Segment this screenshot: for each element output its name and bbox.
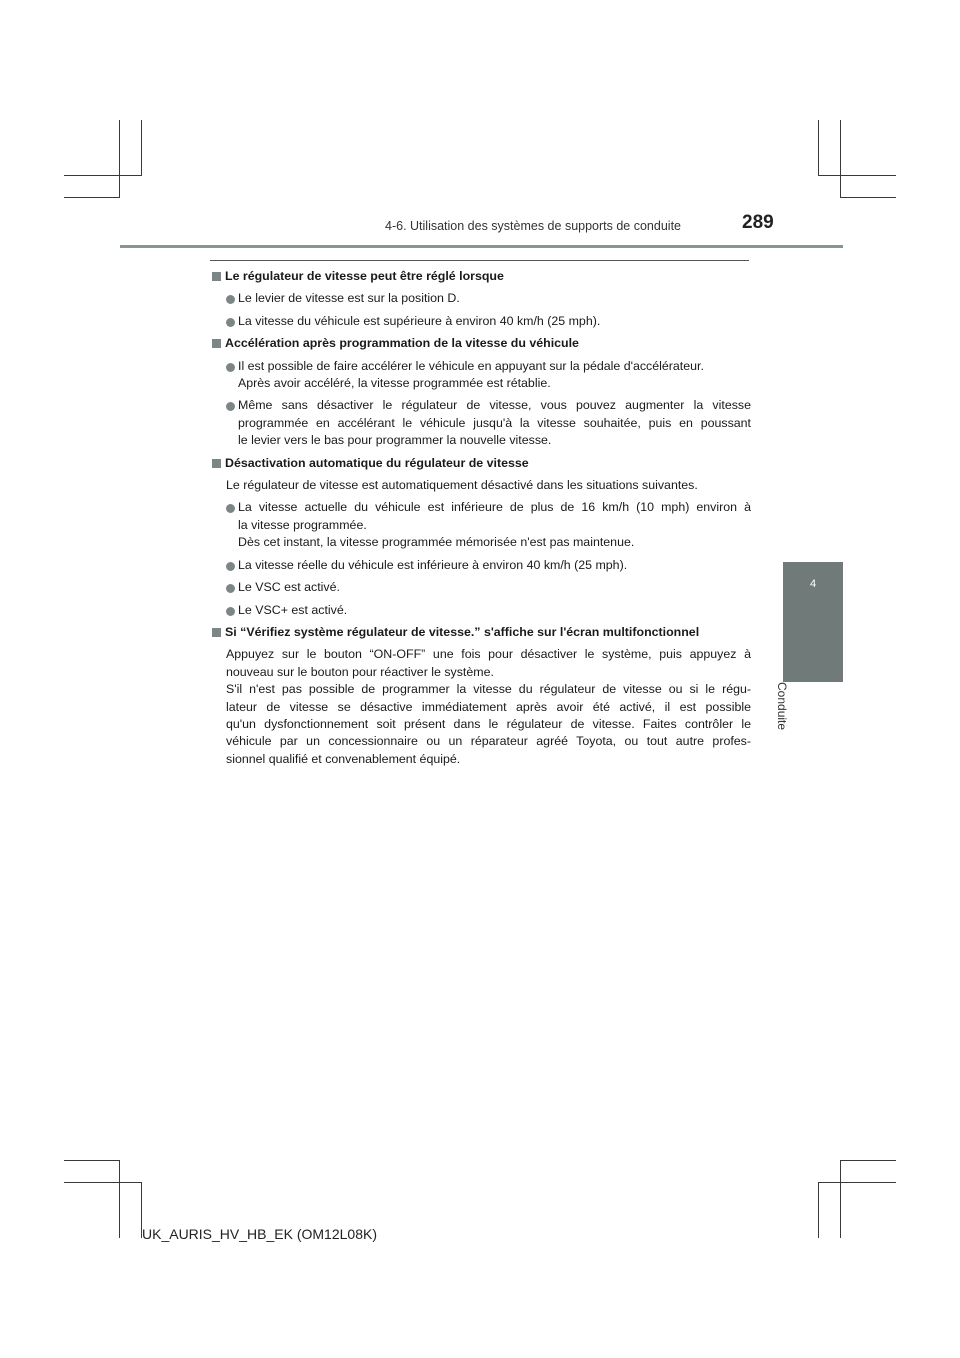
page-number: 289 <box>742 212 774 233</box>
paragraph: Le régulateur de vitesse est automatiquement désactivé dans les situations suivantes. <box>226 478 698 493</box>
crop-mark <box>818 1182 896 1183</box>
list-item: Le VSC est activé. <box>212 579 751 596</box>
section-heading: Accélération après programmation de la vitesse du véhicule <box>212 335 751 352</box>
section-heading: Si “Vérifiez système régulateur de vitesse.” s'affiche sur l'écran multifonctionnel <box>212 624 751 641</box>
crop-mark <box>119 120 120 198</box>
content-divider <box>210 260 749 261</box>
list-item: La vitesse du véhicule est supérieure à environ 40 km/h (25 mph). <box>212 313 751 330</box>
section-heading: Désactivation automatique du régulateur de vitesse <box>212 455 751 472</box>
section-heading: Le régulateur de vitesse peut être réglé lorsque <box>212 268 751 285</box>
circle-bullet-icon <box>226 363 235 372</box>
list-item: Le levier de vitesse est sur la position D. <box>212 290 751 307</box>
square-bullet-icon <box>212 459 221 468</box>
crop-mark <box>840 1160 896 1161</box>
main-content <box>212 268 751 773</box>
header-rule <box>120 245 843 248</box>
circle-bullet-icon <box>226 402 235 411</box>
chapter-label <box>775 630 808 731</box>
circle-bullet-icon <box>226 318 235 327</box>
crop-mark <box>818 175 896 176</box>
list-item: Même sans désactiver le régulateur de vitesse, vous pouvez augmenter la vitesse programmée en accélérant le véhicule jusqu'à la vitesse souhaitée, puis en poussant le levier vers le bas pour programmer la nouvelle vitesse. <box>212 397 751 449</box>
crop-mark <box>840 1160 841 1238</box>
crop-mark <box>64 1160 120 1161</box>
crop-mark <box>818 120 819 176</box>
crop-mark <box>840 120 841 198</box>
circle-bullet-icon <box>226 584 235 593</box>
crop-mark <box>818 1182 819 1238</box>
section-title: 4-6. Utilisation des systèmes de supports de conduite <box>385 219 681 233</box>
circle-bullet-icon <box>226 607 235 616</box>
circle-bullet-icon <box>226 504 235 513</box>
paragraph: Appuyez sur le bouton “ON-OFF” une fois pour désactiver le système, puis appuyez à nouveau sur le bouton pour réactiver le système. S'il n'est pas possible de programmer la vitesse du régulateur de vitesse ou si le régu- lateur de vitesse se désactive immédiatement après avoir été activé, il est possible qu'un dysfonctionnement soit présent dans le régulateur de vitesse. Faites contrôler le véhicule par un concessionnaire ou un réparateur agréé Toyota, ou tout autre profes- sionnel qualifié et convenablement équipé. <box>226 647 751 766</box>
list-item: La vitesse actuelle du véhicule est inférieure de plus de 16 km/h (10 mph) environ à la vitesse programmée. Dès cet instant, la vitesse programmée mémorisée n'est pas maintenue. <box>212 499 751 551</box>
square-bullet-icon <box>212 339 221 348</box>
crop-mark <box>64 175 142 176</box>
chapter-number: 4 <box>809 578 817 590</box>
list-item: La vitesse réelle du véhicule est inférieure à environ 40 km/h (25 mph). <box>212 557 751 574</box>
square-bullet-icon <box>212 272 221 281</box>
document-id: UK_AURIS_HV_HB_EK (OM12L08K) <box>142 1226 377 1242</box>
crop-mark <box>141 120 142 176</box>
crop-mark <box>840 197 896 198</box>
circle-bullet-icon <box>226 562 235 571</box>
chapter-label-text: Conduite <box>775 682 789 731</box>
square-bullet-icon <box>212 628 221 637</box>
list-item: Il est possible de faire accélérer le véhicule en appuyant sur la pédale d'accélérateur. Après avoir accéléré, la vitesse programmée est rétablie. <box>212 358 751 393</box>
crop-mark <box>119 1160 120 1238</box>
crop-mark <box>64 1182 142 1183</box>
list-item: Le VSC+ est activé. <box>212 602 751 619</box>
circle-bullet-icon <box>226 295 235 304</box>
crop-mark <box>64 197 120 198</box>
